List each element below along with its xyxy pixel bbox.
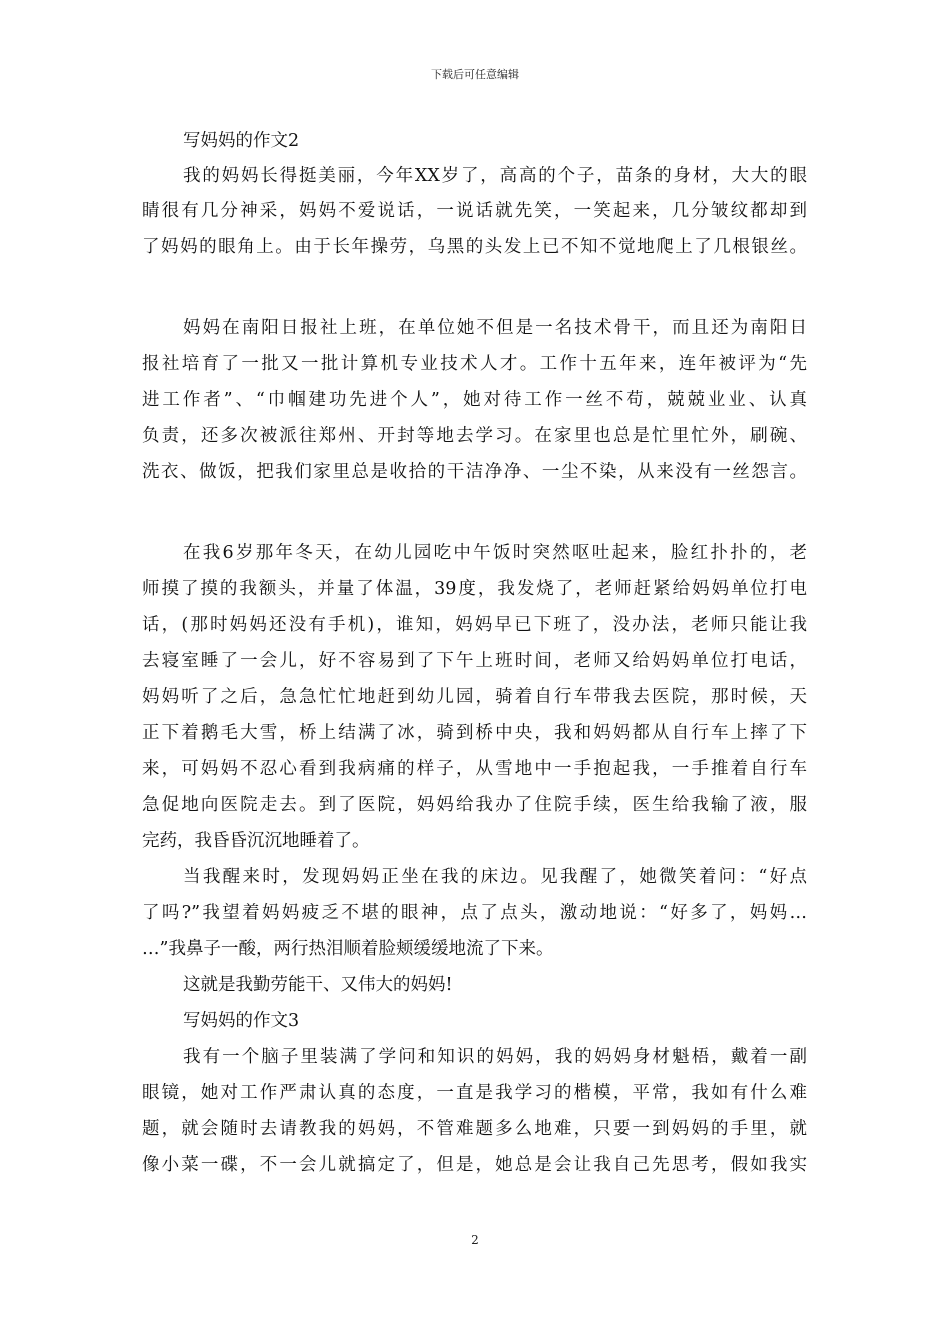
text-line: 急促地向医院走去。到了医院，妈妈给我办了住院手续，医生给我输了液，服 bbox=[142, 795, 807, 815]
text-line: 题，就会随时去请教我的妈妈，不管难题多么地难，只要一到妈妈的手里，就 bbox=[142, 1119, 807, 1139]
text-line: 妈妈在南阳日报社上班，在单位她不但是一名技术骨干，而且还为南阳日 bbox=[183, 318, 807, 338]
page-number: 2 bbox=[471, 1233, 479, 1247]
text-line: 了妈妈的眼角上。由于长年操劳，乌黑的头发上已不知不觉地爬上了几根银丝。 bbox=[142, 237, 807, 257]
text-line: 负责，还多次被派往郑州、开封等地去学习。在家里也总是忙里忙外，刷碗、 bbox=[142, 426, 807, 446]
text-line: 洗衣、做饭，把我们家里总是收拾的干洁净净、一尘不染，从来没有一丝怨言。 bbox=[142, 462, 807, 482]
text-line: 妈妈听了之后，急急忙忙地赶到幼儿园，骑着自行车带我去医院，那时候，天 bbox=[142, 687, 807, 707]
text-line: 师摸了摸的我额头，并量了体温，39度，我发烧了，老师赶紧给妈妈单位打电 bbox=[142, 579, 807, 599]
section-title: 写妈妈的作文2 bbox=[183, 131, 300, 151]
text-line: 我的妈妈长得挺美丽，今年XX岁了，高高的个子，苗条的身材，大大的眼 bbox=[183, 166, 807, 186]
text-line: 报社培育了一批又一批计算机专业技术人才。工作十五年来，连年被评为“先 bbox=[142, 354, 807, 374]
text-line: 去寝室睡了一会儿，好不容易到了下午上班时间，老师又给妈妈单位打电话， bbox=[142, 651, 807, 671]
text-line: 这就是我勤劳能干、又伟大的妈妈! bbox=[183, 975, 453, 995]
text-line: 在我6岁那年冬天，在幼儿园吃中午饭时突然呕吐起来，脸红扑扑的，老 bbox=[183, 543, 807, 563]
text-line: …”我鼻子一酸，两行热泪顺着脸颊缓缓地流了下来。 bbox=[142, 939, 554, 959]
text-line: 了吗?”我望着妈妈疲乏不堪的眼神，点了点头，激动地说：“好多了，妈妈… bbox=[142, 903, 807, 923]
text-line: 眼镜，她对工作严肃认真的态度，一直是我学习的楷模，平常，我如有什么难 bbox=[142, 1083, 807, 1103]
text-line: 像小菜一碟，不一会儿就搞定了，但是，她总是会让我自己先思考，假如我实 bbox=[142, 1155, 807, 1175]
text-line: 我有一个脑子里装满了学问和知识的妈妈，我的妈妈身材魁梧，戴着一副 bbox=[183, 1047, 807, 1067]
text-line: 来，可妈妈不忍心看到我病痛的样子，从雪地中一手抱起我，一手推着自行车 bbox=[142, 759, 807, 779]
text-line: 完药，我昏昏沉沉地睡着了。 bbox=[142, 831, 370, 851]
text-line: 当我醒来时，发现妈妈正坐在我的床边。见我醒了，她微笑着问：“好点 bbox=[183, 867, 807, 887]
page-header: 下载后可任意编辑 bbox=[431, 68, 519, 81]
section-title: 写妈妈的作文3 bbox=[183, 1011, 300, 1031]
text-line: 话，(那时妈妈还没有手机)，谁知，妈妈早已下班了，没办法，老师只能让我 bbox=[142, 615, 807, 635]
text-line: 正下着鹅毛大雪，桥上结满了冰，骑到桥中央，我和妈妈都从自行车上摔了下 bbox=[142, 723, 807, 743]
text-line: 进工作者”、“巾帼建功先进个人”，她对待工作一丝不苟，兢兢业业、认真 bbox=[142, 390, 807, 410]
text-line: 睛很有几分神采，妈妈不爱说话，一说话就先笑，一笑起来，几分皱纹都却到 bbox=[142, 201, 807, 221]
